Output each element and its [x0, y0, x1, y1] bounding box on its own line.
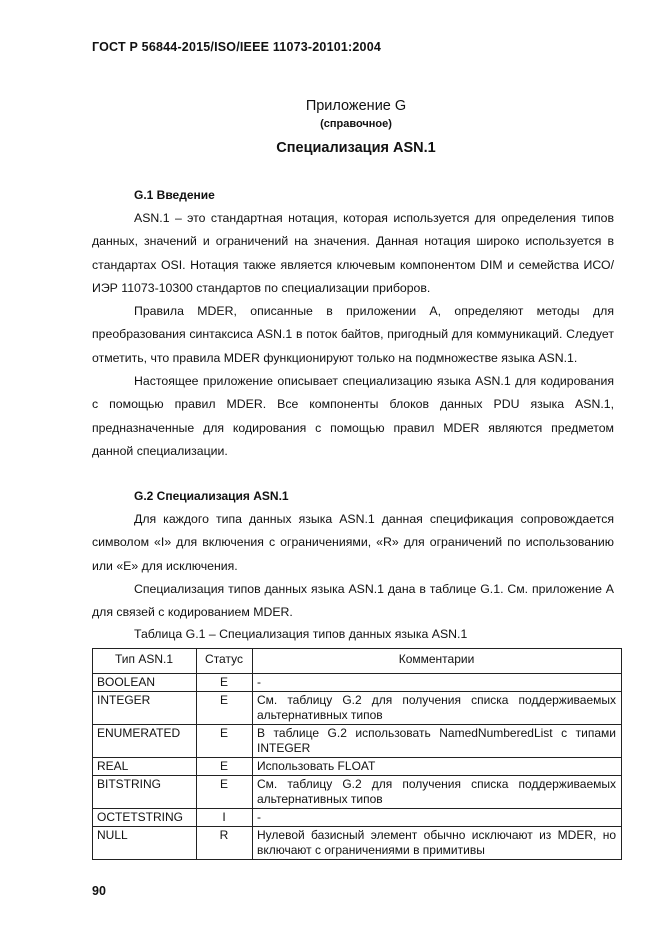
- cell-status: I: [197, 809, 253, 827]
- page-number: 90: [92, 884, 106, 898]
- cell-type: INTEGER: [93, 692, 197, 725]
- paragraph: Настоящее приложение описывает специализацию языка ASN.1 для кодирования с помощью правил MDER. Все компоненты блоков данных PDU языка ASN.1, предназначенные для кодирования с помощью правил MDER являются предметом данной специализации.: [92, 374, 614, 458]
- cell-comment: Нулевой базисный элемент обычно исключают из MDER, но включают с ограничениями в примитивы: [253, 827, 622, 860]
- section-g1-title: G.1 Введение: [134, 188, 215, 202]
- paragraph: Для каждого типа данных языка ASN.1 данная спецификация сопровождается символом «I» для включения с ограничениями, «R» для ограничений по использованию или «E» для исключения.: [92, 512, 614, 573]
- appendix-title: Приложение G: [305, 98, 407, 114]
- column-header-type: Тип ASN.1: [93, 649, 197, 674]
- paragraph: Специализация типов данных языка ASN.1 дана в таблице G.1. См. приложение А для связей с кодированием MDER.: [92, 581, 614, 620]
- cell-status: E: [197, 776, 253, 809]
- section-g2-title: G.2 Специализация ASN.1: [134, 489, 289, 503]
- table-row: [93, 809, 622, 827]
- section-g2-text: [92, 508, 614, 624]
- table-header-row: [93, 649, 622, 674]
- asn1-specialization-table: [92, 648, 622, 860]
- table-row: [93, 827, 622, 860]
- table-row: [93, 674, 622, 692]
- cell-comment: См. таблицу G.2 для получения списка поддерживаемых альтернативных типов: [253, 692, 622, 725]
- cell-type: NULL: [93, 827, 197, 860]
- cell-status: E: [197, 674, 253, 692]
- cell-status: E: [197, 725, 253, 758]
- column-header-status: Статус: [197, 649, 253, 674]
- cell-status: R: [197, 827, 253, 860]
- table-row: [93, 692, 622, 725]
- section-g1-text: [92, 207, 614, 463]
- paragraph: Правила MDER, описанные в приложении А, определяют методы для преобразования синтаксиса ASN.1 в поток байтов, пригодный для коммуникаций. Следует отметить, что правила MDER функционируют только на подмножестве языка ASN.1.: [92, 304, 614, 365]
- table-caption: Таблица G.1 – Специализация типов данных языка ASN.1: [134, 627, 468, 641]
- cell-type: REAL: [93, 758, 197, 776]
- cell-type: OCTETSTRING: [93, 809, 197, 827]
- cell-type: BITSTRING: [93, 776, 197, 809]
- cell-comment: В таблице G.2 использовать NamedNumberedList с типами INTEGER: [253, 725, 622, 758]
- cell-comment: См. таблицу G.2 для получения списка поддерживаемых альтернативных типов: [253, 776, 622, 809]
- table-row: [93, 758, 622, 776]
- appendix-kind: (справочное): [320, 118, 392, 130]
- column-header-comments: Комментарии: [253, 649, 622, 674]
- table-row: [93, 776, 622, 809]
- document-header: ГОСТ Р 56844-2015/ISO/IEEE 11073-20101:2004: [92, 40, 382, 54]
- cell-comment: Использовать FLOAT: [253, 758, 622, 776]
- cell-type: ENUMERATED: [93, 725, 197, 758]
- table-row: [93, 725, 622, 758]
- cell-comment: -: [253, 674, 622, 692]
- paragraph: ASN.1 – это стандартная нотация, которая используется для определения типов данных, значений и ограничений на значения. Данная нотация широко используется в стандартах OSI. Нотация также является ключевым компонентом DIM и семейства ИСО/ИЭР 11073-10300 стандартов по специализации приборов.: [92, 211, 614, 295]
- cell-status: E: [197, 758, 253, 776]
- cell-type: BOOLEAN: [93, 674, 197, 692]
- cell-status: E: [197, 692, 253, 725]
- cell-comment: -: [253, 809, 622, 827]
- appendix-heading: Специализация ASN.1: [276, 140, 436, 156]
